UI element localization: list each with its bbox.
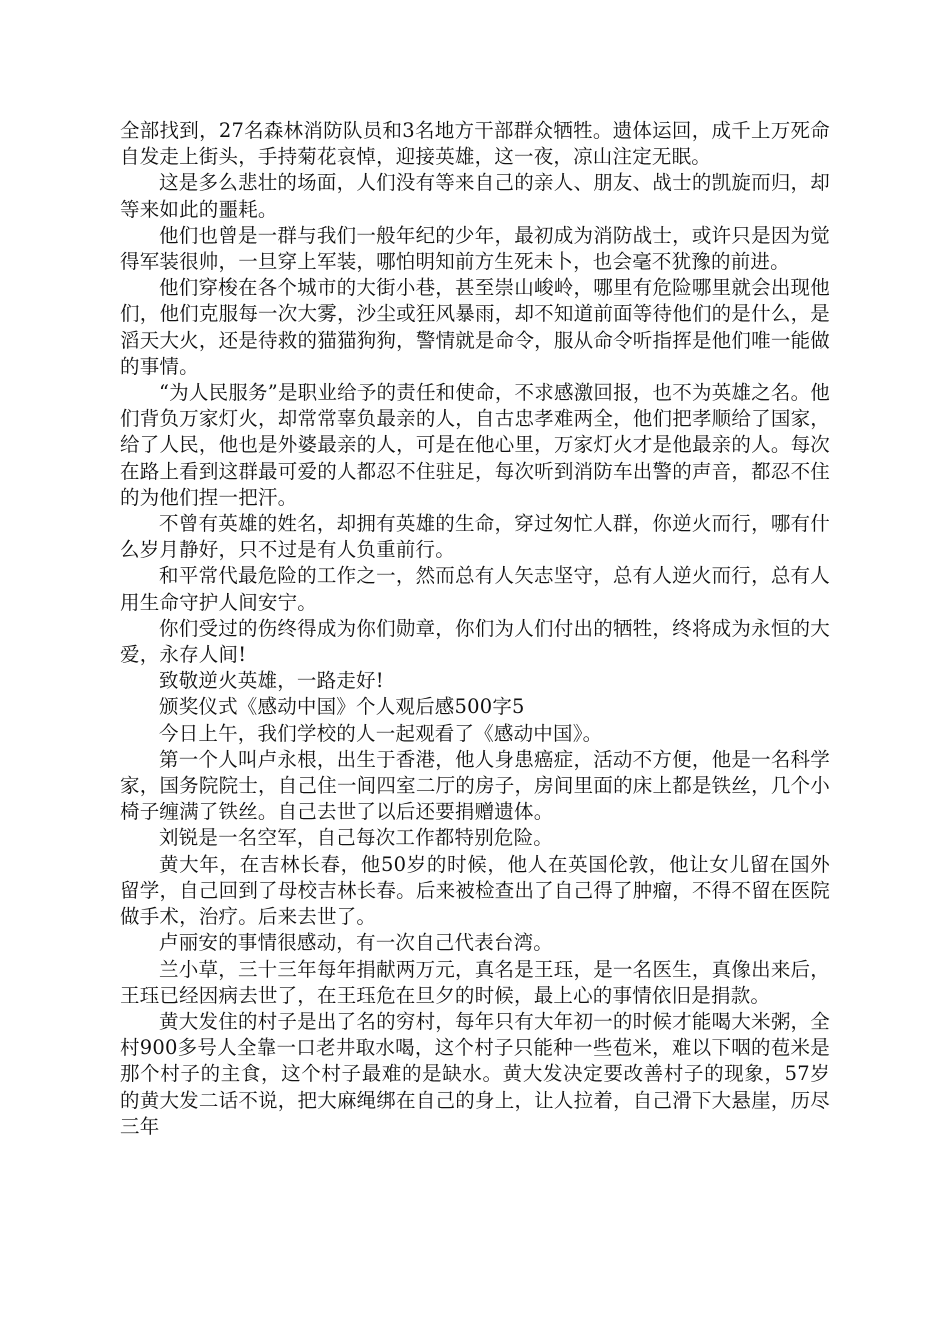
paragraph: “为人民服务”是职业给予的责任和使命，不求感激回报，也不为英雄之名。他们背负万家灯火，却常常辜负最亲的人，自古忠孝难两全，他们把孝顺给了国家，给了人民，他也是外婆最亲的人，可是在他心里，万家灯火才是他最亲的人。每次在路上看到这群最可爱的人都忍不住驻足，每次听到消防车出警的声音，都忍不住的为他们捏一把汗。	[120, 381, 830, 509]
paragraph: 黄大发住的村子是出了名的穷村，每年只有大年初一的时候才能喝大米粥，全村900多号人全靠一口老井取水喝，这个村子只能种一些苞米，难以下咽的苞米是那个村子的主食，这个村子最难的是缺水。黄大发决定要改善村子的现象，57岁的黄大发二话不说，把大麻绳绑在自己的身上，让人拉着，自己滑下大悬崖，历尽三年	[120, 1009, 830, 1138]
paragraph: 卢丽安的事情很感动，有一次自己代表台湾。	[159, 931, 554, 955]
paragraph: 全部找到，27名森林消防队员和3名地方干部群众牺牲。遗体运回，成千上万死命自发走上街头，手持菊花哀悼，迎接英雄，这一夜，凉山注定无眠。	[120, 119, 830, 169]
paragraph: 兰小草，三十三年每年捐献两万元，真名是王珏，是一名医生，真像出来后，王珏已经因病去世了，在王珏危在旦夕的时候，最上心的事情依旧是捐款。	[120, 957, 830, 1007]
paragraph: 他们也曾是一群与我们一般年纪的少年，最初成为消防战士，或许只是因为觉得军装很帅，一旦穿上军装，哪怕明知前方生死未卜，也会毫不犹豫的前进。	[120, 223, 830, 274]
article-body	[120, 118, 830, 1140]
paragraph: 致敬逆火英雄，一路走好!	[159, 669, 384, 693]
paragraph: 他们穿梭在各个城市的大街小巷，甚至崇山峻岭，哪里有危险哪里就会出现他们，他们克服每一次大雾，沙尘或狂风暴雨，却不知道前面等待他们的是什么，是滔天大火，还是待救的猫猫狗狗，警情就是命令，服从命令听指挥是他们唯一能做的事情。	[120, 276, 830, 378]
paragraph: 黄大年，在吉林长春，他50岁的时候，他人在英国伦敦，他让女儿留在国外留学，自己回到了母校吉林长春。后来被检查出了自己得了肿瘤，不得不留在医院做手术，治疗。后来去世了。	[120, 852, 830, 929]
paragraph: 不曾有英雄的姓名，却拥有英雄的生命，穿过匆忙人群，你逆火而行，哪有什么岁月静好，只不过是有人负重前行。	[120, 512, 830, 562]
paragraph: 第一个人叫卢永根，出生于香港，他人身患癌症，活动不方便，他是一名科学家，国务院院士，自己住一间四室二厅的房子，房间里面的床上都是铁丝，几个小椅子缠满了铁丝。自己去世了以后还要捐赠遗体。	[120, 747, 830, 824]
paragraph: 这是多么悲壮的场面，人们没有等来自己的亲人、朋友、战士的凯旋而归，却等来如此的噩耗。	[120, 171, 830, 221]
paragraph: 和平常代最危险的工作之一，然而总有人矢志坚守，总有人逆火而行，总有人用生命守护人间安宁。	[120, 564, 830, 614]
paragraph: 今日上午，我们学校的人一起观看了《感动中国》。	[159, 721, 603, 745]
paragraph: 你们受过的伤终得成为你们勋章，你们为人们付出的牺牲，终将成为永恒的大爱，永存人间!	[120, 616, 830, 667]
section-heading: 颁奖仪式《感动中国》个人观后感500字5	[159, 695, 525, 719]
paragraph: 刘锐是一名空军，自己每次工作都特别危险。	[159, 826, 554, 850]
